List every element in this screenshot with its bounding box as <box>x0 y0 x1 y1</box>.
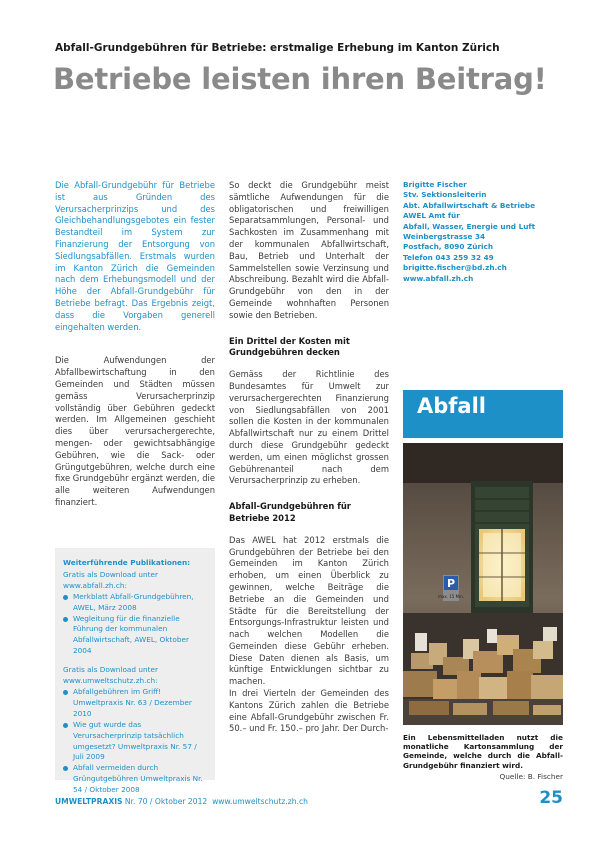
article-headline: Betriebe leisten ihren Beitrag! <box>53 62 547 96</box>
bullet-icon <box>63 723 68 728</box>
photo-credit: Quelle: B. Fischer <box>499 772 563 781</box>
article-kicker: Abfall-Grundgebühren für Betriebe: erstmalige Erhebung im Kanton Zürich <box>55 42 500 54</box>
contact-line: AWEL Amt für <box>403 211 460 221</box>
bullet-icon <box>63 617 68 622</box>
lead-paragraph: Die Abfall-Grundgebühr für Betriebe ist aus Gründen des Verursacherprinzips und des Gleichbehandlungsgebotes ein fester Bestandteil im System zur Finanzierung der Entsorgung von Siedlungsabfällen. Erstmals wurden im Kanton Zürich die Gemeinden nach dem Erhebungsmodell und der Höhe der Abfall-Grundgebühr für Betriebe befragt. Das Ergebnis zeigt, dass die Vorgaben generell eingehalten werden. <box>55 180 215 332</box>
publication-item[interactable]: Abfallgebühren im Griff! Umweltpraxis Nr. 63 / Dezember 2010 <box>63 687 207 720</box>
contact-website[interactable]: www.abfall.zh.ch <box>403 273 474 283</box>
footer <box>55 797 308 806</box>
publication-item[interactable]: Wegleitung für die finanzielle Führung der kommunalen Abfallwirtschaft, AWEL, Oktober 2004 <box>63 614 207 658</box>
body-paragraph: Die Aufwendungen der Abfallbewirtschaftung in den Gemeinden und Städten müssen gemäss Verursacherprinzip vollständig über Gebühren gedeckt werden. Im Allgemeinen geschieht dies über verursachergerechte, mengen- oder gewichtsabhängige Gebühren, wie die Sack- oder Grüngutgebühren, welche durch eine fixe Grundgebühr ergänzt werden, die alle weiteren Aufwendungen finanziert. <box>55 355 215 507</box>
body-paragraph: So deckt die Grundgebühr meist sämtliche Aufwendungen für die obligatorischen und freiwilligen Separatsammlungen, Personal- und Sachkosten im Zusammenhang mit der kommunalen Abfallwirtschaft, Bau, Betrieb und Unterhalt der Sammelstellen sowie Verzinsung und Abschreibung. Bezahlt wird die Abfall-Grundgebühr von den in der Gemeinde wohnhaften Personen sowie den Betrieben. <box>229 180 389 320</box>
footer-url[interactable]: www.umweltschutz.zh.ch <box>207 797 308 806</box>
bullet-icon <box>63 595 68 600</box>
contact-line: Abfall, Wasser, Energie und Luft <box>403 221 536 231</box>
download-note: Gratis als Download unter www.abfall.zh.ch: <box>63 569 158 590</box>
publication-item[interactable]: Merkblatt Abfall-Grundgebühren, AWEL, März 2008 <box>63 592 207 614</box>
contact-line: Brigitte Fischer <box>403 180 467 189</box>
parking-sign: P <box>446 577 456 590</box>
contact-line: Telefon 043 259 32 49 <box>403 252 494 262</box>
body-paragraph: In drei Vierteln der Gemeinden des Kantons Zürich zahlen die Betriebe eine Abfall-Grundgebühr zwischen Fr. 50.– und Fr. 150.– pro Jahr. Der Durch- <box>229 688 389 734</box>
footer-brand: UMWELTPRAXIS <box>55 797 123 806</box>
contact-block <box>403 180 563 284</box>
publications-box <box>55 548 215 795</box>
column-1 <box>55 180 215 521</box>
contact-line: Stv. Sektionsleiterin <box>403 190 487 200</box>
contact-email[interactable]: brigitte.fischer@bd.zh.ch <box>403 263 507 273</box>
body-paragraph: Gemäss der Richtlinie des Bundesamtes für Umwelt zur verursachergerechten Finanzierung von Siedlungsabfällen von 2001 sollen die Kosten in der kommunalen Abfallwirtschaft nur zu einem Drittel durch diese Grundgebühr gedeckt werden, um einen möglichst grossen Gebührenanteil nach dem Verursacherprinzip zu erheben. <box>229 369 389 486</box>
cardboard-collection-photo <box>403 443 563 725</box>
body-paragraph: Das AWEL hat 2012 erstmals die Grundgebühren der Betriebe bei den Gemeinden im Kanton Zürich erhoben, um einen Überblick zu gewinnen, welche Beiträge die Betriebe an die Gemeinden und Städte für die Bereitstellung der Entsorgungs-Infrastruktur leisten und nach welchen Modellen die Gemeinden diese Gebühr erheben. Diese Daten dienen als Basis, um künftige Entwicklungen sichtbar zu machen. <box>229 534 389 687</box>
footer-issue: Nr. 70 / Oktober 2012 <box>122 797 208 806</box>
subheading: Abfall-Grundgebühren für Betriebe 2012 <box>229 501 351 523</box>
download-note: Gratis als Download unter www.umweltschutz.zh.ch: <box>63 665 158 686</box>
publications-heading: Weiterführende Publikationen: <box>63 558 191 567</box>
contact-line: Weinbergstrasse 34 <box>403 232 486 242</box>
contact-line: Abt. Abfallwirtschaft & Betriebe <box>403 200 536 210</box>
bullet-icon <box>63 690 68 695</box>
publication-item[interactable]: Wie gut wurde das Verursacherprinzip tatsächlich umgesetzt? Umweltpraxis Nr. 57 / Juli 2009 <box>63 720 207 764</box>
contact-line: Postfach, 8090 Zürich <box>403 242 494 252</box>
column-2 <box>229 180 389 747</box>
section-tag: Abfall <box>403 390 563 438</box>
subheading: Ein Drittel der Kosten mit Grundgebühren decken <box>229 335 350 358</box>
page-number: 25 <box>539 788 563 808</box>
publication-item[interactable]: Abfall vermeiden durch Grüngutgebühren Umweltpraxis Nr. 54 / Oktober 2008 <box>63 763 207 796</box>
bullet-icon <box>63 766 68 771</box>
parking-sign-text: max. 15 Min. <box>438 594 464 599</box>
photo-caption: Ein Lebensmittelladen nutzt die monatliche Kartonsammlung der Gemeinde, welche durch die Abfall-Grundgebühr finanziert wird. <box>403 733 563 770</box>
